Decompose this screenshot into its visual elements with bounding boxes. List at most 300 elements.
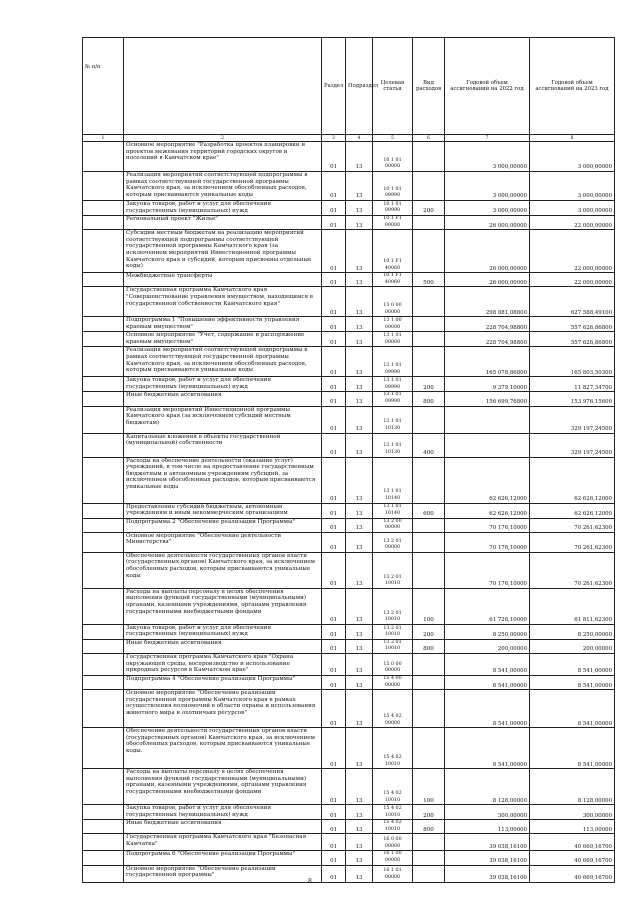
- cell-name: Иные бюджетные ассигнования: [124, 392, 322, 406]
- cell-amount-2022: 9 379,10000: [445, 377, 530, 392]
- cell-name: Обеспечение деятельности государственных органов власти (государственных органов) Камчатского края, за исключением обособленных расходов, которым присваиваются уникальные коды.: [124, 728, 322, 769]
- cell-npp: [83, 406, 124, 433]
- table-row: [83, 834, 615, 851]
- cell-name: Подпрограмма 6 "Обеспечение реализации Программы": [124, 851, 322, 865]
- cell-amount-2023: 11 827,34700: [530, 377, 615, 392]
- table-row: [83, 675, 615, 689]
- cell-amount-2022: 62 626,12000: [445, 457, 530, 503]
- cell-expense-type: 800: [413, 392, 445, 406]
- cell-amount-2023: 8 541,00000: [530, 728, 615, 769]
- cell-expense-type: 200: [413, 377, 445, 392]
- cell-name: Реализация мероприятий соответствующей подпрограммы в рамках соответствующей государственной программы Камчатского края, за исключением обособленных расходов, которым присваиваются уникальные коды: [124, 347, 322, 377]
- cell-target-article: 13 1 01 09990: [373, 347, 413, 377]
- cell-npp: [83, 230, 124, 273]
- table-row: [83, 347, 615, 377]
- cell-npp: [83, 172, 124, 201]
- cell-npp: [83, 201, 124, 216]
- cell-npp: [83, 690, 124, 728]
- cell-name: Государственная программа Камчатского края "Безопасная Камчатка": [124, 834, 322, 851]
- header-year-2023: Годовой объем ассигнований на 2023 год: [530, 38, 615, 135]
- table-row: [83, 172, 615, 201]
- cell-expense-type: [413, 675, 445, 689]
- cell-name: Реализация мероприятий соответствующей подпрограммы в рамках соответствующей государственной программы Камчатского края, за исключением обособленных расходов, которым присваиваются уникальные коды: [124, 172, 322, 201]
- cell-amount-2022: 300,00000: [445, 805, 530, 820]
- header-num-3: 3: [322, 135, 346, 142]
- cell-amount-2022: 70 176,10000: [445, 552, 530, 588]
- cell-expense-type: [413, 728, 445, 769]
- cell-target-article: 15 4 00 00000: [373, 675, 413, 689]
- cell-target-article: 13 1 01 10130: [373, 406, 413, 433]
- header-name: [124, 38, 322, 135]
- cell-amount-2022: 156 699,76800: [445, 392, 530, 406]
- table-row: [83, 377, 615, 392]
- cell-amount-2022: 61 726,10000: [445, 588, 530, 624]
- table-row: [83, 728, 615, 769]
- cell-target-article: 15 4 02 10010: [373, 805, 413, 820]
- cell-amount-2023: 8 128,00000: [530, 769, 615, 805]
- cell-target-article: 13 2 00 00000: [373, 518, 413, 532]
- cell-npp: [83, 653, 124, 675]
- cell-amount-2023: 62 626,12000: [530, 503, 615, 518]
- table-row: [83, 392, 615, 406]
- cell-podrazdel: 13: [346, 532, 373, 552]
- cell-expense-type: 400: [413, 433, 445, 457]
- cell-target-article: 15 0 00 00000: [373, 653, 413, 675]
- table-row: [83, 624, 615, 639]
- table-row: [83, 532, 615, 552]
- table-row: [83, 518, 615, 532]
- cell-razdel: 01: [322, 769, 346, 805]
- table-body: [83, 142, 615, 883]
- cell-amount-2023: 22 000,00000: [530, 273, 615, 287]
- cell-name: Региональный проект "Жилье": [124, 216, 322, 230]
- cell-amount-2023: 165 803,50300: [530, 347, 615, 377]
- cell-expense-type: [413, 406, 445, 433]
- cell-razdel: 01: [322, 728, 346, 769]
- cell-npp: [83, 142, 124, 172]
- cell-expense-type: 200: [413, 624, 445, 639]
- table-row: [83, 503, 615, 518]
- cell-amount-2023: 8 541,00000: [530, 675, 615, 689]
- cell-expense-type: 100: [413, 588, 445, 624]
- table-row: [83, 216, 615, 230]
- cell-podrazdel: 13: [346, 216, 373, 230]
- cell-amount-2023: 3 000,00000: [530, 201, 615, 216]
- cell-name: Основное мероприятие "Учет, содержание и распоряжение краевым имуществом": [124, 332, 322, 347]
- cell-amount-2023: 40 669,16700: [530, 834, 615, 851]
- cell-expense-type: 800: [413, 639, 445, 653]
- cell-podrazdel: 13: [346, 653, 373, 675]
- cell-podrazdel: 13: [346, 201, 373, 216]
- cell-npp: [83, 865, 124, 882]
- cell-podrazdel: 13: [346, 406, 373, 433]
- cell-razdel: 01: [322, 230, 346, 273]
- header-num-4: 4: [346, 135, 373, 142]
- cell-amount-2022: 39 038,16100: [445, 865, 530, 882]
- cell-expense-type: 500: [413, 273, 445, 287]
- cell-podrazdel: 13: [346, 392, 373, 406]
- page-number: 8: [308, 878, 312, 885]
- cell-npp: [83, 287, 124, 317]
- cell-target-article: 13 2 01 10010: [373, 624, 413, 639]
- cell-expense-type: [413, 172, 445, 201]
- cell-name: Капитальные вложения в объекты государственной (муниципальной) собственности: [124, 433, 322, 457]
- header-num-1: 1: [83, 135, 124, 142]
- header-num-8: 8: [530, 135, 615, 142]
- cell-target-article: 13 2 01 10010: [373, 639, 413, 653]
- cell-amount-2023: 40 669,16700: [530, 851, 615, 865]
- cell-razdel: 01: [322, 201, 346, 216]
- header-num-6: 6: [413, 135, 445, 142]
- cell-amount-2022: 165 078,86800: [445, 347, 530, 377]
- cell-podrazdel: 13: [346, 588, 373, 624]
- cell-npp: [83, 675, 124, 689]
- cell-npp: [83, 834, 124, 851]
- cell-target-article: 15 4 02 10010: [373, 820, 413, 834]
- cell-npp: [83, 433, 124, 457]
- cell-podrazdel: 13: [346, 675, 373, 689]
- budget-table-sheet: [82, 37, 614, 883]
- cell-expense-type: [413, 287, 445, 317]
- header-razdel: Раздел: [322, 38, 346, 135]
- cell-expense-type: [413, 851, 445, 865]
- cell-podrazdel: 13: [346, 287, 373, 317]
- cell-amount-2023: 557 626,86800: [530, 332, 615, 347]
- header-num-2: 2: [124, 135, 322, 142]
- cell-podrazdel: 13: [346, 834, 373, 851]
- cell-target-article: 13 2 01 10010: [373, 588, 413, 624]
- cell-name: Подпрограмма 2 "Обеспечение реализации Программы": [124, 518, 322, 532]
- cell-razdel: 01: [322, 532, 346, 552]
- cell-razdel: 01: [322, 851, 346, 865]
- cell-target-article: 15 4 02 10010: [373, 728, 413, 769]
- cell-amount-2023: 113,00000: [530, 820, 615, 834]
- cell-npp: [83, 518, 124, 532]
- cell-name: Основное мероприятие "Обеспечение реализации государственной программы Камчатского края в рамках осуществления полномочий в области охраны и использования животного мира и охотничьих ресурсов": [124, 690, 322, 728]
- cell-razdel: 01: [322, 347, 346, 377]
- cell-target-article: 13 1 00 00000: [373, 317, 413, 332]
- cell-npp: [83, 216, 124, 230]
- cell-razdel: 01: [322, 588, 346, 624]
- cell-amount-2023: 8 250,00000: [530, 624, 615, 639]
- cell-npp: [83, 317, 124, 332]
- table-row: [83, 653, 615, 675]
- cell-razdel: 01: [322, 433, 346, 457]
- cell-podrazdel: 13: [346, 552, 373, 588]
- cell-amount-2023: 61 811,62300: [530, 588, 615, 624]
- cell-name: Подпрограмма 4 "Обеспечение реализации Программы": [124, 675, 322, 689]
- cell-target-article: 10 1 01 09990: [373, 201, 413, 216]
- cell-name: Основное мероприятие "Обеспечение деятельности Министерства": [124, 532, 322, 552]
- cell-amount-2022: [445, 433, 530, 457]
- table-row: [83, 851, 615, 865]
- cell-name: Закупка товаров, работ и услуг для обеспечения государственных (муниципальных) нужд: [124, 377, 322, 392]
- cell-name: Расходы на обеспечение деятельности (оказание услуг) учреждений, в том числе на предоставление государственным бюджетным и автономным учреждениям субсидий, за исключением обособленных расходов, которым присваиваются уникальные коды: [124, 457, 322, 503]
- cell-target-article: 10 1 01 00000: [373, 142, 413, 172]
- cell-podrazdel: 13: [346, 347, 373, 377]
- cell-name: Расходы на выплаты персоналу в целях обеспечения выполнения функций государственными (муниципальными) органами, казенными учреждениями, органами управления государственными внебюджетными фондами: [124, 588, 322, 624]
- cell-npp: [83, 332, 124, 347]
- header-target-article: Целевая статья: [373, 38, 413, 135]
- cell-target-article: 10 1 F1 40060: [373, 230, 413, 273]
- cell-target-article: 13 1 01 10130: [373, 433, 413, 457]
- cell-expense-type: 600: [413, 503, 445, 518]
- cell-razdel: 01: [322, 820, 346, 834]
- cell-razdel: 01: [322, 805, 346, 820]
- cell-razdel: 01: [322, 518, 346, 532]
- cell-razdel: 01: [322, 834, 346, 851]
- cell-target-article: 10 1 F1 00000: [373, 216, 413, 230]
- table-row: [83, 457, 615, 503]
- cell-amount-2022: 62 626,12000: [445, 503, 530, 518]
- table-row: [83, 201, 615, 216]
- cell-podrazdel: 13: [346, 142, 373, 172]
- cell-expense-type: 200: [413, 805, 445, 820]
- cell-podrazdel: 13: [346, 457, 373, 503]
- cell-razdel: 01: [322, 287, 346, 317]
- cell-name: Подпрограмма 1 "Повышение эффективности управления краевым имуществом": [124, 317, 322, 332]
- table-row: [83, 805, 615, 820]
- table-row: [83, 769, 615, 805]
- header-num-5: 5: [373, 135, 413, 142]
- cell-podrazdel: 13: [346, 503, 373, 518]
- cell-podrazdel: 13: [346, 273, 373, 287]
- header-num-7: 7: [445, 135, 530, 142]
- cell-npp: [83, 392, 124, 406]
- cell-razdel: 01: [322, 392, 346, 406]
- cell-target-article: 15 4 02 10010: [373, 769, 413, 805]
- cell-amount-2023: 557 626,86800: [530, 317, 615, 332]
- cell-amount-2023: 40 669,16700: [530, 865, 615, 882]
- cell-podrazdel: 13: [346, 433, 373, 457]
- cell-amount-2022: 8 541,00000: [445, 728, 530, 769]
- cell-amount-2022: 70 176,10000: [445, 518, 530, 532]
- cell-expense-type: [413, 834, 445, 851]
- cell-amount-2022: 228 704,98800: [445, 332, 530, 347]
- cell-name: Основное мероприятие "Разработка проектов планировки и проектов межевания территорий городских округов и поселений в Камчатском крае": [124, 142, 322, 172]
- header-podrazdel: Подраздел: [346, 38, 373, 135]
- cell-expense-type: [413, 142, 445, 172]
- cell-name: Предоставление субсидий бюджетным, автономным учреждениям и иным некоммерческим организациям: [124, 503, 322, 518]
- table-header: [83, 38, 615, 142]
- cell-amount-2023: 70 261,62300: [530, 532, 615, 552]
- cell-npp: [83, 639, 124, 653]
- cell-name: Закупка товаров, работ и услуг для обеспечения государственных (муниципальных) нужд: [124, 624, 322, 639]
- cell-npp: [83, 273, 124, 287]
- cell-npp: [83, 805, 124, 820]
- table-row: [83, 317, 615, 332]
- cell-npp: [83, 532, 124, 552]
- table-row: [83, 406, 615, 433]
- cell-razdel: 01: [322, 653, 346, 675]
- cell-podrazdel: 13: [346, 518, 373, 532]
- cell-name: Обеспечение деятельности государственных органов власти (государственных органов) Камчатского края, за исключением обособленных расходов, которым присваиваются уникальные коды: [124, 552, 322, 588]
- cell-name: Государственная программа Камчатского края "Охрана окружающей среды, воспроизводство и использование природных ресурсов в Камчатском крае": [124, 653, 322, 675]
- cell-razdel: 01: [322, 142, 346, 172]
- cell-name: Иные бюджетные ассигнования: [124, 820, 322, 834]
- cell-amount-2022: 3 000,00000: [445, 172, 530, 201]
- cell-npp: [83, 503, 124, 518]
- table-row: [83, 820, 615, 834]
- cell-razdel: 01: [322, 273, 346, 287]
- cell-amount-2022: 298 881,08800: [445, 287, 530, 317]
- cell-razdel: 01: [322, 865, 346, 882]
- cell-amount-2022: 8 250,00000: [445, 624, 530, 639]
- table-row: [83, 230, 615, 273]
- cell-expense-type: 100: [413, 769, 445, 805]
- cell-razdel: 01: [322, 406, 346, 433]
- cell-razdel: 01: [322, 172, 346, 201]
- cell-razdel: 01: [322, 317, 346, 332]
- cell-name: Расходы на выплаты персоналу в целях обеспечения выполнения функций государственными (муниципальными) органами, казенными учреждениями, органами управления государственными внебюджетными фондами: [124, 769, 322, 805]
- cell-amount-2023: 3 000,00000: [530, 172, 615, 201]
- cell-name: Основное мероприятие "Обеспечение реализации государственной программы": [124, 865, 322, 882]
- cell-name: Межбюджетные трансферты: [124, 273, 322, 287]
- cell-expense-type: [413, 552, 445, 588]
- cell-target-article: 10 1 F1 40060: [373, 273, 413, 287]
- cell-amount-2023: 329 197,24500: [530, 406, 615, 433]
- cell-amount-2022: 26 000,00000: [445, 230, 530, 273]
- cell-razdel: 01: [322, 216, 346, 230]
- table-row: [83, 639, 615, 653]
- cell-amount-2022: 228 704,98800: [445, 317, 530, 332]
- cell-npp: [83, 769, 124, 805]
- cell-amount-2023: 8 541,00000: [530, 690, 615, 728]
- cell-expense-type: [413, 216, 445, 230]
- cell-podrazdel: 13: [346, 230, 373, 273]
- cell-amount-2023: 300,00000: [530, 805, 615, 820]
- cell-expense-type: [413, 865, 445, 882]
- header-npp: № п/п: [83, 38, 124, 135]
- cell-npp: [83, 820, 124, 834]
- cell-target-article: 16 1 00 00000: [373, 851, 413, 865]
- cell-razdel: 01: [322, 332, 346, 347]
- cell-npp: [83, 457, 124, 503]
- cell-amount-2023: 200,00000: [530, 639, 615, 653]
- cell-amount-2022: [445, 406, 530, 433]
- cell-expense-type: [413, 347, 445, 377]
- cell-podrazdel: 13: [346, 851, 373, 865]
- cell-npp: [83, 377, 124, 392]
- cell-expense-type: [413, 457, 445, 503]
- cell-expense-type: [413, 332, 445, 347]
- cell-amount-2022: 8 541,00000: [445, 690, 530, 728]
- cell-amount-2022: 26 000,00000: [445, 216, 530, 230]
- cell-amount-2022: 39 038,16100: [445, 834, 530, 851]
- cell-podrazdel: 13: [346, 172, 373, 201]
- cell-amount-2022: 200,00000: [445, 639, 530, 653]
- cell-amount-2023: 22 000,00000: [530, 230, 615, 273]
- cell-amount-2023: 62 626,12000: [530, 457, 615, 503]
- table-row: [83, 433, 615, 457]
- cell-expense-type: 800: [413, 820, 445, 834]
- cell-podrazdel: 13: [346, 690, 373, 728]
- cell-podrazdel: 13: [346, 639, 373, 653]
- cell-expense-type: [413, 518, 445, 532]
- cell-target-article: 13 1 01 00000: [373, 332, 413, 347]
- cell-name: Закупка товаров, работ и услуг для обеспечения государственных (муниципальных) нужд: [124, 201, 322, 216]
- cell-name: Иные бюджетные ассигнования: [124, 639, 322, 653]
- cell-razdel: 01: [322, 552, 346, 588]
- cell-name: Государственная программа Камчатского края "Совершенствование управления имуществом, находящимся в государственной собственности Камчатского края": [124, 287, 322, 317]
- header-year-2022: Годовой объем ассигнований на 2022 год: [445, 38, 530, 135]
- cell-name: Субсидии местным бюджетам на реализацию мероприятий соответствующей подпрограммы соответствующей государственной программы Камчатского края (за исключением мероприятий Инвестиционной программы Камчатского края и субсидий, которым присвоены отдельные коды): [124, 230, 322, 273]
- cell-npp: [83, 728, 124, 769]
- cell-expense-type: [413, 230, 445, 273]
- table-row: [83, 142, 615, 172]
- cell-expense-type: 200: [413, 201, 445, 216]
- cell-podrazdel: 13: [346, 805, 373, 820]
- cell-amount-2022: 3 000,00000: [445, 142, 530, 172]
- cell-target-article: 13 2 01 00000: [373, 532, 413, 552]
- cell-expense-type: [413, 532, 445, 552]
- cell-razdel: 01: [322, 639, 346, 653]
- cell-amount-2023: 22 000,00000: [530, 216, 615, 230]
- cell-target-article: 13 0 00 00000: [373, 287, 413, 317]
- cell-target-article: 13 2 01 10010: [373, 552, 413, 588]
- cell-npp: [83, 347, 124, 377]
- cell-amount-2022: 8 541,00000: [445, 675, 530, 689]
- cell-target-article: 15 4 02 00000: [373, 690, 413, 728]
- budget-table: [82, 37, 615, 883]
- cell-podrazdel: 13: [346, 332, 373, 347]
- cell-target-article: 13 1 01 10140: [373, 457, 413, 503]
- cell-amount-2023: 70 261,62300: [530, 518, 615, 532]
- cell-target-article: 16 0 00 00000: [373, 834, 413, 851]
- cell-amount-2022: 39 038,16100: [445, 851, 530, 865]
- cell-npp: [83, 588, 124, 624]
- cell-npp: [83, 624, 124, 639]
- cell-name: Реализация мероприятий Инвестиционной программы Камчатского края (за исключением субсидий местным бюджетам): [124, 406, 322, 433]
- cell-amount-2023: 3 000,00000: [530, 142, 615, 172]
- cell-amount-2023: 153 976,15600: [530, 392, 615, 406]
- table-row: [83, 690, 615, 728]
- cell-target-article: 13 1 01 10140: [373, 503, 413, 518]
- cell-razdel: 01: [322, 503, 346, 518]
- cell-name: Закупка товаров, работ и услуг для обеспечения государственных (муниципальных) нужд: [124, 805, 322, 820]
- table-row: [83, 865, 615, 882]
- cell-amount-2022: 8 541,00000: [445, 653, 530, 675]
- cell-amount-2023: 329 197,24500: [530, 433, 615, 457]
- table-row: [83, 273, 615, 287]
- cell-podrazdel: 13: [346, 728, 373, 769]
- cell-podrazdel: 13: [346, 624, 373, 639]
- cell-npp: [83, 851, 124, 865]
- cell-target-article: 13 1 01 09990: [373, 377, 413, 392]
- table-row: [83, 287, 615, 317]
- cell-podrazdel: 13: [346, 317, 373, 332]
- cell-amount-2022: 113,00000: [445, 820, 530, 834]
- cell-razdel: 01: [322, 690, 346, 728]
- cell-amount-2023: 627 588,49100: [530, 287, 615, 317]
- cell-target-article: 16 1 01 00000: [373, 865, 413, 882]
- cell-target-article: 13 1 01 09990: [373, 392, 413, 406]
- cell-expense-type: [413, 690, 445, 728]
- cell-podrazdel: 13: [346, 865, 373, 882]
- cell-razdel: 01: [322, 624, 346, 639]
- cell-razdel: 01: [322, 675, 346, 689]
- cell-expense-type: [413, 653, 445, 675]
- cell-amount-2022: 8 128,00000: [445, 769, 530, 805]
- cell-amount-2022: 70 176,10000: [445, 532, 530, 552]
- cell-podrazdel: 13: [346, 377, 373, 392]
- cell-amount-2023: 70 261,62300: [530, 552, 615, 588]
- table-row: [83, 552, 615, 588]
- cell-podrazdel: 13: [346, 820, 373, 834]
- cell-podrazdel: 13: [346, 769, 373, 805]
- cell-npp: [83, 552, 124, 588]
- cell-target-article: 10 1 01 09990: [373, 172, 413, 201]
